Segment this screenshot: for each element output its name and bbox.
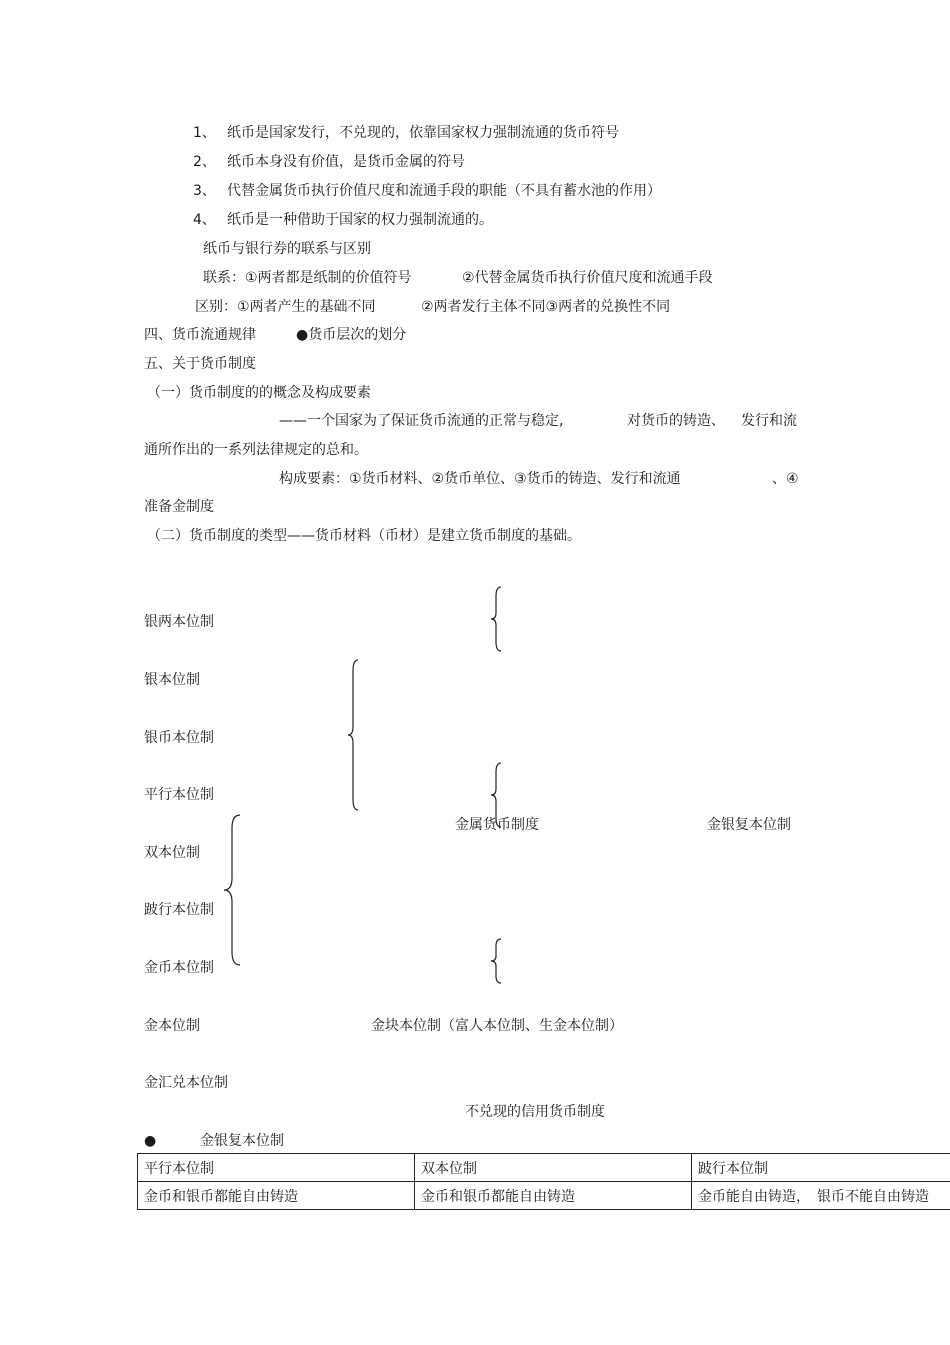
metal-system-label: 金属货币制度 — [455, 817, 539, 833]
table-cell: 金币和银币都能自由铸造 — [415, 1182, 692, 1210]
diagram-item: 双本位制 — [144, 845, 200, 861]
relation-diff-a: 区别：①两者产生的基础不同 — [195, 299, 376, 315]
diagram-item: 平行本位制 — [144, 787, 214, 803]
relation-heading: 纸币与银行券的联系与区别 — [203, 241, 371, 257]
definition-part1: ——一个国家为了保证货币流通的正常与稳定, — [279, 413, 564, 429]
elements-line2: 准备金制度 — [144, 499, 214, 515]
section5-sub1: （一）货币制度的的概念及构成要素 — [147, 385, 371, 401]
diagram-item: 金币本位制 — [144, 960, 214, 976]
list-number: 2、 — [193, 154, 216, 170]
definition-part2: 对货币的铸造、 — [627, 413, 725, 429]
diagram-item: 银本位制 — [144, 672, 200, 688]
definition-part3: 发行和流 — [741, 413, 797, 429]
table-header: 双本位制 — [415, 1154, 692, 1182]
list-item: 纸币本身没有价值，是货币金属的符号 — [227, 154, 465, 170]
comparison-table — [137, 1153, 950, 1210]
brace-icon — [490, 762, 504, 828]
diagram-item: 金汇兑本位制 — [144, 1075, 228, 1091]
elements-part2: 、④ — [772, 471, 799, 487]
elements-part1: 构成要素：①货币材料、②货币单位、③货币的铸造、发行和流通 — [279, 471, 681, 487]
diagram-item: 金本位制 — [144, 1018, 200, 1034]
bullet-icon: ● — [144, 1133, 157, 1149]
list-number: 3、 — [193, 183, 216, 199]
credit-system-label: 不兑现的信用货币制度 — [465, 1104, 605, 1120]
table-header: 平行本位制 — [138, 1154, 415, 1182]
brace-icon — [490, 938, 504, 984]
relation-link-b: ②代替金属货币执行价值尺度和流通手段 — [462, 270, 713, 286]
bimetal-title: 金银复本位制 — [200, 1133, 284, 1149]
list-item: 纸币是国家发行，不兑现的，依靠国家权力强制流通的货币符号 — [227, 125, 619, 141]
list-item: 纸币是一种借助于国家的权力强制流通的。 — [227, 212, 493, 228]
diagram-item: 银两本位制 — [144, 614, 214, 630]
definition-line2: 通所作出的一系列法律规定的总和。 — [144, 442, 368, 458]
gold-bullion-label: 金块本位制（富人本位制、生金本位制） — [371, 1018, 623, 1034]
section4-title: 四、货币流通规律 — [144, 327, 256, 343]
table-cell: 金币和银币都能自由铸造 — [138, 1182, 415, 1210]
diagram-item: 银币本位制 — [144, 730, 214, 746]
table-header: 跛行本位制 — [692, 1154, 950, 1182]
relation-diff-b: ②两者发行主体不同③两者的兑换性不同 — [421, 299, 671, 315]
table-row — [138, 1182, 950, 1210]
section4-bullet: ●货币层次的划分 — [296, 327, 407, 343]
table-cell: 金币能自由铸造， 银币不能自由铸造 — [692, 1182, 950, 1210]
diagram-item: 跛行本位制 — [144, 902, 214, 918]
relation-link-a: 联系：①两者都是纸制的价值符号 — [203, 270, 412, 286]
list-number: 1、 — [193, 125, 216, 141]
brace-icon — [347, 659, 361, 811]
brace-icon — [223, 814, 243, 966]
bimetal-label: 金银复本位制 — [707, 817, 791, 833]
list-item: 代替金属货币执行价值尺度和流通手段的职能（不具有蓄水池的作用） — [227, 183, 661, 199]
section5-sub2: （二）货币制度的类型——货币材料（币材）是建立货币制度的基础。 — [147, 528, 581, 544]
brace-icon — [490, 586, 504, 652]
table-header-row — [138, 1154, 950, 1182]
list-number: 4、 — [193, 212, 216, 228]
section5-title: 五、关于货币制度 — [144, 356, 256, 372]
